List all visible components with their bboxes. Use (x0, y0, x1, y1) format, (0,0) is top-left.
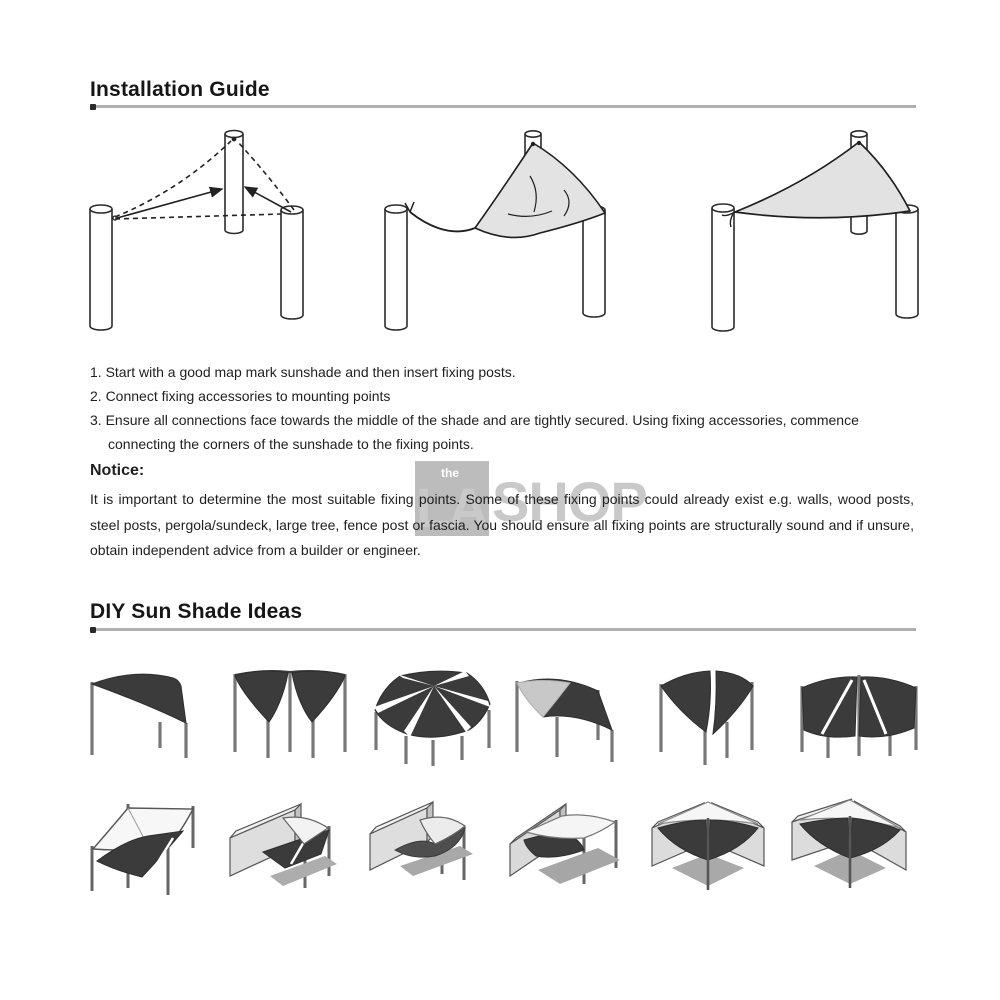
single-triangle-sail-icon (85, 660, 210, 772)
watermark-the: the (441, 466, 459, 480)
wall-corner-sail-icon (506, 788, 631, 910)
diy-rule (90, 628, 916, 631)
butterfly-twin-sails-icon (655, 660, 780, 772)
hexagon-sail-canopy-icon (370, 660, 495, 772)
step-3: 3. Ensure all connections face towards the middle of the shade and are tightly secured. Using fixing accessories, commence connecting the corners of the sunshade to the fixing points. (90, 412, 859, 452)
diy-ideas-row-1 (85, 660, 923, 772)
step-2: 2. Connect fixing accessories to mounting points (90, 388, 391, 404)
wall-mounted-sail-icon (225, 788, 350, 910)
twin-triangle-sails-icon (228, 660, 353, 772)
diy-ideas-title: DIY Sun Shade Ideas (90, 600, 303, 623)
header-rule (90, 105, 916, 108)
installation-diagrams (85, 118, 925, 353)
watermark-shop: SHOP (492, 470, 647, 533)
diagram-step3-tensioned-sail (675, 118, 925, 353)
overlapping-two-tone-sails-icon (513, 660, 638, 772)
watermark-la: LA (416, 476, 487, 539)
notice-title: Notice: (90, 462, 145, 479)
courtyard-corner-sails-variant-icon (786, 788, 911, 910)
layered-square-sails-icon (85, 788, 210, 910)
installation-guide-title: Installation Guide (90, 78, 270, 101)
wall-mounted-twisted-sail-icon (365, 788, 490, 910)
installation-steps (90, 360, 918, 456)
courtyard-corner-sails-icon (646, 788, 771, 910)
diagram-step1-mark-posts (85, 118, 335, 353)
notice-text: It is important to determine the most suitable fixing points. Some of these fixing points could already exist e.g. walls, wood posts, steel posts, pergola/sundeck, large tree, fence post or fascia. You should ensure all fixing points are structurally sound and if unsure, obtain independent advice from a builder or engineer. (90, 491, 914, 558)
step-1: 1. Start with a good map mark sunshade and then insert fixing posts. (90, 364, 516, 380)
diy-ideas-row-2 (85, 788, 911, 910)
double-square-sails-icon (798, 660, 923, 772)
diagram-step2-attach-sail (380, 118, 630, 353)
